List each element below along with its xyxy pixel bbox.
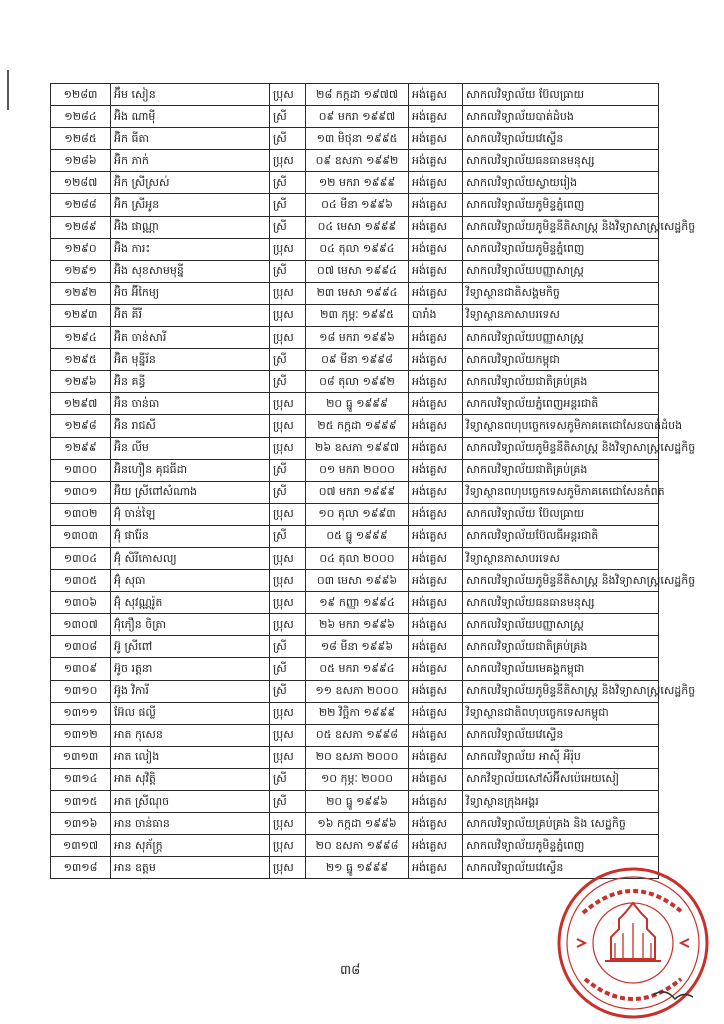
cell-type: អង់គ្លេស xyxy=(409,128,463,150)
cell-type: អង់គ្លេស xyxy=(409,415,463,437)
cell-type: អង់គ្លេស xyxy=(409,282,463,304)
cell-type: អង់គ្លេស xyxy=(409,570,463,592)
cell-no: ១៣១១ xyxy=(51,702,111,724)
cell-dob: ០៣ មេសា ១៩៩៦ xyxy=(306,570,409,592)
cell-name: អ៊ិត គីរី xyxy=(111,304,270,326)
cell-type: អង់គ្លេស xyxy=(409,813,463,835)
cell-school: សាកលវិទ្យាល័យធនធានមនុស្ស xyxy=(463,592,659,614)
cell-dob: ០៩ ឧសភា ១៩៩២ xyxy=(306,150,409,172)
official-seal-stamp xyxy=(553,863,713,1023)
student-table xyxy=(50,83,696,879)
cell-school: សាកលវិទ្យាល័យ ប៊ែលធ្រាយ xyxy=(463,503,659,525)
cell-type: អង់គ្លេស xyxy=(409,150,463,172)
cell-type: អង់គ្លេស xyxy=(409,459,463,481)
cell-no: ១៣០៦ xyxy=(51,592,111,614)
cell-sex: ប្រុស xyxy=(270,415,306,437)
cell-school: សាកលវិទ្យាល័យគ្រប់គ្រង និង សេដ្ឋកិច្ច xyxy=(463,813,659,835)
table-row xyxy=(51,835,659,857)
cell-name: អ៊ិយ ស្រីពៅសំណាង xyxy=(111,481,270,503)
table-row xyxy=(51,503,659,525)
cell-sex: ស្រី xyxy=(270,194,306,216)
cell-dob: ២០ ឧសភា ២០០០ xyxy=(306,746,409,768)
cell-dob: ២៣ កុម្ភៈ ១៩៩៥ xyxy=(306,304,409,326)
cell-name: អ៊ិន ចាន់ធា xyxy=(111,393,270,415)
cell-dob: ០៤ តុលា ១៩៩៤ xyxy=(306,238,409,260)
cell-type: អង់គ្លេស xyxy=(409,481,463,503)
cell-no: ១២៩៦ xyxy=(51,371,111,393)
cell-dob: ២៣ មេសា ១៩៩៤ xyxy=(306,282,409,304)
cell-name: អ៊ិន លីម xyxy=(111,437,270,459)
cell-type: អង់គ្លេស xyxy=(409,437,463,459)
cell-name: អ៊ុំភឿន ចិត្រា xyxy=(111,614,270,636)
table-row xyxy=(51,791,659,813)
cell-name: អ៊ិង ផាណ្ណា xyxy=(111,216,270,238)
cell-name: អ៊ូច រត្តនា xyxy=(111,658,270,680)
table-row xyxy=(51,349,659,371)
cell-dob: ១៣ មិថុនា ១៩៩៥ xyxy=(306,128,409,150)
cell-sex: ប្រុស xyxy=(270,702,306,724)
cell-type: អង់គ្លេស xyxy=(409,857,463,879)
table-row xyxy=(51,216,659,238)
cell-sex: ប្រុស xyxy=(270,84,306,106)
cell-school: សាកលវិទ្យាល័យកម្ពុជា xyxy=(463,349,659,371)
cell-type: អង់គ្លេស xyxy=(409,768,463,790)
cell-dob: ០៧ មេសា ១៩៩៤ xyxy=(306,260,409,282)
cell-sex: ប្រុស xyxy=(270,304,306,326)
cell-school: វិទ្យាស្ថានភាសាបរទេស xyxy=(463,304,659,326)
cell-dob: ០៤ មេសា ១៩៩៩ xyxy=(306,216,409,238)
cell-sex: ស្រី xyxy=(270,791,306,813)
cell-type: អង់គ្លេស xyxy=(409,614,463,636)
cell-type: អង់គ្លេស xyxy=(409,216,463,238)
cell-dob: ០៩ មីនា ១៩៩៨ xyxy=(306,349,409,371)
cell-sex: ស្រី xyxy=(270,128,306,150)
cell-school: សាកលវិទ្យាល័យជាតិគ្រប់គ្រង xyxy=(463,636,659,658)
cell-sex: ស្រី xyxy=(270,459,306,481)
cell-name: អ៊ិង ណាម៉ី xyxy=(111,106,270,128)
cell-dob: ០៥ ឧសភា ១៩៩៨ xyxy=(306,724,409,746)
cell-no: ១៣១៣ xyxy=(51,746,111,768)
cell-no: ១៣០៤ xyxy=(51,547,111,569)
cell-no: ១៣១៧ xyxy=(51,835,111,857)
table-row xyxy=(51,614,659,636)
cell-sex: ស្រី xyxy=(270,106,306,128)
cell-sex: ប្រុស xyxy=(270,503,306,525)
cell-school: សាកលវិទ្យាល័យធនធានមនុស្ស xyxy=(463,150,659,172)
cell-name: អាន ចាន់ធាន xyxy=(111,813,270,835)
cell-school: វិទ្យាស្ថានពហុបច្ចេកទេសភូមិភាគតេជោសែនកំពត xyxy=(463,481,659,503)
cell-no: ១២៩១ xyxy=(51,260,111,282)
table-row xyxy=(51,150,659,172)
cell-no: ១២៩៥ xyxy=(51,349,111,371)
cell-dob: ០៩ មករា ១៩៩៧ xyxy=(306,106,409,128)
cell-name: អាត កុសេន xyxy=(111,724,270,746)
cell-school: សាកលវិទ្យាល័យភូមិន្ទភ្នំពេញ xyxy=(463,194,659,216)
cell-school: សាកលវិទ្យាល័យបញ្ញាសាស្ត្រ xyxy=(463,260,659,282)
cell-no: ១២៩៧ xyxy=(51,393,111,415)
cell-name: អ៊ិន គន្ធី xyxy=(111,371,270,393)
cell-school: សាកលវិទ្យាល័យវេស្ទើន xyxy=(463,724,659,746)
cell-school: វិទ្យាស្ថានពហុបច្ចេកទេសភូមិភាគតេជោសែនបាត់ដំបង xyxy=(463,415,659,437)
table-row xyxy=(51,128,659,150)
cell-name: អ៊ិត មុន្នីរ័ន xyxy=(111,349,270,371)
table-row xyxy=(51,459,659,481)
cell-no: ១៣០៨ xyxy=(51,636,111,658)
cell-name: អ៊ិក ស្រីស្រស់ xyxy=(111,172,270,194)
cell-school: វិទ្យាស្ថានភាសាបរទេស xyxy=(463,547,659,569)
cell-dob: ២៦ ឧសភា ១៩៩៧ xyxy=(306,437,409,459)
cell-no: ១៣០២ xyxy=(51,503,111,525)
table-row xyxy=(51,327,659,349)
cell-type: អង់គ្លេស xyxy=(409,724,463,746)
cell-school: សាកលវិទ្យាល័យប៊ែលធីអន្តរជាតិ xyxy=(463,525,659,547)
cell-type: អង់គ្លេស xyxy=(409,503,463,525)
table-row xyxy=(51,304,659,326)
cell-school: សាកលវិទ្យាល័យភូមិន្ទនីតិសាស្ត្រ និងវិទ្យាសាស្ត្រសេដ្ឋកិច្ច xyxy=(463,680,659,702)
cell-sex: ប្រុស xyxy=(270,327,306,349)
cell-no: ១៣០១ xyxy=(51,481,111,503)
page-number: ៣៨ xyxy=(340,963,361,978)
table-row xyxy=(51,746,659,768)
cell-school: សាកលវិទ្យាល័យវេស្ទើន xyxy=(463,128,659,150)
cell-dob: ១០ តុលា ១៩៩៣ xyxy=(306,503,409,525)
cell-name: អាន សុភ័ក្ត្រ xyxy=(111,835,270,857)
cell-school: សាកលវិទ្យាល័យជាតិគ្រប់គ្រង xyxy=(463,371,659,393)
cell-sex: ស្រី xyxy=(270,525,306,547)
cell-no: ១៣១៤ xyxy=(51,768,111,790)
cell-no: ១៣១០ xyxy=(51,680,111,702)
cell-type: អង់គ្លេស xyxy=(409,791,463,813)
cell-name: អ៊ិនហឿន គុជធីដា xyxy=(111,459,270,481)
cell-sex: ប្រុស xyxy=(270,746,306,768)
cell-sex: ប្រុស xyxy=(270,547,306,569)
cell-sex: ស្រី xyxy=(270,658,306,680)
cell-type: អង់គ្លេស xyxy=(409,702,463,724)
table-row xyxy=(51,570,659,592)
cell-school: សាកលវិទ្យាល័យភូមិន្ទភ្នំពេញ xyxy=(463,238,659,260)
cell-no: ១៣០៣ xyxy=(51,525,111,547)
cell-dob: ២០ ធ្នូ ១៩៩៩ xyxy=(306,393,409,415)
cell-type: អង់គ្លេស xyxy=(409,636,463,658)
cell-name: អាន ឧត្តម xyxy=(111,857,270,879)
table-row xyxy=(51,437,659,459)
cell-sex: ស្រី xyxy=(270,371,306,393)
cell-name: អ៊ុំ សុធា xyxy=(111,570,270,592)
cell-name: អាត លៀង xyxy=(111,746,270,768)
cell-dob: ០៤ មីនា ១៩៩៦ xyxy=(306,194,409,216)
cell-sex: ប្រុស xyxy=(270,813,306,835)
cell-dob: ២០ ឧសភា ១៩៩៨ xyxy=(306,835,409,857)
table-row xyxy=(51,415,659,437)
cell-type: អង់គ្លេស xyxy=(409,658,463,680)
cell-no: ១២៩០ xyxy=(51,238,111,260)
table-row xyxy=(51,194,659,216)
cell-sex: ប្រុស xyxy=(270,238,306,260)
cell-name: អ៊ិច អ៊ីកៃម្យ xyxy=(111,282,270,304)
cell-school: សាកលវិទ្យាល័យបាត់ដំបង xyxy=(463,106,659,128)
cell-name: អ៊ិង ការះ xyxy=(111,238,270,260)
cell-no: ១២៨៨ xyxy=(51,194,111,216)
cell-school: សាកលវិទ្យាល័យជាតិគ្រប់គ្រង xyxy=(463,459,659,481)
cell-sex: ប្រុស xyxy=(270,857,306,879)
cell-name: អ៊ុំ ផារ៉ែន xyxy=(111,525,270,547)
table-row xyxy=(51,282,659,304)
cell-dob: ១៦ កក្កដា ១៩៩៦ xyxy=(306,813,409,835)
cell-school: សាកលវិទ្យាល័យភ្នំពេញអន្តរជាតិ xyxy=(463,393,659,415)
cell-name: អ៊ូ ស្រីពៅ xyxy=(111,636,270,658)
cell-name: អ៊ុំ ចាន់ឡៃ xyxy=(111,503,270,525)
cell-school: សាកលវិទ្យាល័យភូមិន្ទនីតិសាស្ត្រ និងវិទ្យាសាស្ត្រសេដ្ឋកិច្ច xyxy=(463,570,659,592)
cell-dob: ១៨ មីនា ១៩៩៦ xyxy=(306,636,409,658)
cell-sex: ប្រុស xyxy=(270,437,306,459)
cell-sex: ប្រុស xyxy=(270,282,306,304)
cell-sex: ប្រុស xyxy=(270,150,306,172)
cell-type: អង់គ្លេស xyxy=(409,260,463,282)
cell-school: សាកលវិទ្យាល័យស្វាយរៀង xyxy=(463,172,659,194)
cell-no: ១២៩៨ xyxy=(51,415,111,437)
cell-dob: ១២ មករា ១៩៩៩ xyxy=(306,172,409,194)
cell-no: ១២៩២ xyxy=(51,282,111,304)
cell-school: វិទ្យាស្ថានជាតិពហុបច្ចេកទេសកម្ពុជា xyxy=(463,702,659,724)
cell-dob: ១១ ឧសភា ២០០០ xyxy=(306,680,409,702)
cell-no: ១២៨៩ xyxy=(51,216,111,238)
cell-name: អ៊ិក ស្រីអូន xyxy=(111,194,270,216)
table-row xyxy=(51,260,659,282)
cell-name: អ៊ែល ផល្លី xyxy=(111,702,270,724)
cell-school: សាកលវិទ្យាល័យភូមិន្ទភ្នំពេញ xyxy=(463,835,659,857)
cell-school: សាកលវិទ្យាល័យភូមិន្ទនីតិសាស្ត្រ និងវិទ្យាសាស្ត្រសេដ្ឋកិច្ច xyxy=(463,216,659,238)
table-row xyxy=(51,238,659,260)
table-row xyxy=(51,525,659,547)
cell-type: អង់គ្លេស xyxy=(409,525,463,547)
cell-sex: ប្រុស xyxy=(270,592,306,614)
cell-sex: ប្រុស xyxy=(270,724,306,746)
cell-no: ១៣០០ xyxy=(51,459,111,481)
cell-dob: ០៤ តុលា ២០០០ xyxy=(306,547,409,569)
cell-school: សាកវិទ្យាល័យសៅស៍អ៊ីសប៉េអេយសៀ xyxy=(463,768,659,790)
cell-dob: ២៥ កក្កដា ១៩៩៩ xyxy=(306,415,409,437)
cell-dob: ១៨ មករា ១៩៩៦ xyxy=(306,327,409,349)
cell-sex: ស្រី xyxy=(270,636,306,658)
cell-name: អ៊ិង សុខសាមមុន្នី xyxy=(111,260,270,282)
table-row xyxy=(51,547,659,569)
table-row xyxy=(51,636,659,658)
table-row xyxy=(51,393,659,415)
cell-school: សាកលវិទ្យាល័យបញ្ញាសាស្ត្រ xyxy=(463,327,659,349)
cell-type: អង់គ្លេស xyxy=(409,349,463,371)
cell-school: សាកលវិទ្យាល័យបញ្ញាសាស្ត្រ xyxy=(463,614,659,636)
cell-school: សាកលវិទ្យាល័យវេស្ទើន xyxy=(463,857,659,879)
cell-sex: ប្រុស xyxy=(270,570,306,592)
cell-school: វិទ្យាស្ថានក្រុងអង្គរ xyxy=(463,791,659,813)
table-body xyxy=(51,84,696,879)
cell-sex: ប្រុស xyxy=(270,835,306,857)
cell-no: ១២៨៧ xyxy=(51,172,111,194)
table-row xyxy=(51,724,659,746)
cell-school: សាកលវិទ្យាល័យមេគង្គកម្ពុជា xyxy=(463,658,659,680)
cell-type: អង់គ្លេស xyxy=(409,371,463,393)
cell-type: អង់គ្លេស xyxy=(409,393,463,415)
cell-dob: ២២ វិច្ឆិកា ១៩៩៩ xyxy=(306,702,409,724)
cell-name: អ៊ុំ សុវណ្ណរ៉ូត xyxy=(111,592,270,614)
cell-no: ១៣១៨ xyxy=(51,857,111,879)
cell-type: អង់គ្លេស xyxy=(409,106,463,128)
cell-type: អង់គ្លេស xyxy=(409,172,463,194)
cell-sex: ស្រី xyxy=(270,481,306,503)
cell-type: អង់គ្លេស xyxy=(409,746,463,768)
cell-name: អាត សុវិត្តិ xyxy=(111,768,270,790)
cell-type: អង់គ្លេស xyxy=(409,835,463,857)
cell-name: អាត ស្រីណុច xyxy=(111,791,270,813)
table-row xyxy=(51,768,659,790)
cell-sex: ប្រុស xyxy=(270,614,306,636)
cell-name: អ៊ូង វិការី xyxy=(111,680,270,702)
cell-name: អ៊ិន រាជសី xyxy=(111,415,270,437)
cell-type: អង់គ្លេស xyxy=(409,592,463,614)
cell-no: ១២៨៣ xyxy=(51,84,111,106)
cell-no: ១២៨៥ xyxy=(51,128,111,150)
cell-dob: ០១ មករា ២០០០ xyxy=(306,459,409,481)
cell-name: អ៊ុំ សិរីកោសល្យ xyxy=(111,547,270,569)
table-row xyxy=(51,658,659,680)
cell-type: អង់គ្លេស xyxy=(409,194,463,216)
cell-name: អ៊ិត ចាន់សារី xyxy=(111,327,270,349)
cell-sex: ស្រី xyxy=(270,680,306,702)
cell-type: អង់គ្លេស xyxy=(409,327,463,349)
cell-no: ១៣១២ xyxy=(51,724,111,746)
cell-no: ១២៨៦ xyxy=(51,150,111,172)
cell-no: ១៣០៩ xyxy=(51,658,111,680)
cell-type: អង់គ្លេស xyxy=(409,680,463,702)
cell-sex: ស្រី xyxy=(270,172,306,194)
cell-type: អង់គ្លេស xyxy=(409,547,463,569)
cell-sex: ស្រី xyxy=(270,349,306,371)
table-row xyxy=(51,172,659,194)
cell-name: អ៊ិក ភាក់ xyxy=(111,150,270,172)
cell-type: អង់គ្លេស xyxy=(409,84,463,106)
table-row xyxy=(51,481,659,503)
cell-sex: ស្រី xyxy=(270,260,306,282)
cell-dob: ០៨ តុលា ១៩៩២ xyxy=(306,371,409,393)
cell-type: អង់គ្លេស xyxy=(409,238,463,260)
table-row xyxy=(51,106,659,128)
margin-mark xyxy=(7,70,9,110)
cell-no: ១២៩៣ xyxy=(51,304,111,326)
table-row xyxy=(51,592,659,614)
cell-no: ១៣១៦ xyxy=(51,813,111,835)
cell-sex: ប្រុស xyxy=(270,393,306,415)
table-row xyxy=(51,813,659,835)
cell-name: អ៊ឹម សៀន xyxy=(111,84,270,106)
cell-dob: ០៥ ធ្នូ ១៩៩៩ xyxy=(306,525,409,547)
table-row xyxy=(51,371,659,393)
cell-name: អ៊ិក ធីតា xyxy=(111,128,270,150)
cell-type: បារាំង xyxy=(409,304,463,326)
cell-no: ១៣០៧ xyxy=(51,614,111,636)
cell-dob: ០៥ មករា ១៩៩៤ xyxy=(306,658,409,680)
cell-school: វិទ្យាស្ថានជាតិសង្គមកិច្ច xyxy=(463,282,659,304)
cell-school: សាកលវិទ្យាល័យ ប៊ែលធ្រាយ xyxy=(463,84,659,106)
cell-dob: ១៩ កញ្ញា ១៩៩៤ xyxy=(306,592,409,614)
cell-school: សាកលវិទ្យាល័យភូមិន្ទនីតិសាស្ត្រ និងវិទ្យាសាស្ត្រសេដ្ឋកិច្ច xyxy=(463,437,659,459)
cell-dob: ២០ ធ្នូ ១៩៩៦ xyxy=(306,791,409,813)
cell-sex: ស្រី xyxy=(270,216,306,238)
cell-dob: ១០ កុម្ភៈ ២០០០ xyxy=(306,768,409,790)
cell-school: សាកលវិទ្យាល័យ អាស៊ី អឺរ៉ុប xyxy=(463,746,659,768)
cell-sex: ស្រី xyxy=(270,768,306,790)
cell-dob: ២៦ មករា ១៩៩៦ xyxy=(306,614,409,636)
cell-no: ១២៨៤ xyxy=(51,106,111,128)
cell-no: ១២៩៤ xyxy=(51,327,111,349)
table-row xyxy=(51,84,659,106)
cell-no: ១២៩៩ xyxy=(51,437,111,459)
cell-dob: ០៧ មករា ១៩៩៩ xyxy=(306,481,409,503)
cell-dob: ២១ ធ្នូ ១៩៩៩ xyxy=(306,857,409,879)
table-row xyxy=(51,680,659,702)
table-row xyxy=(51,702,659,724)
cell-no: ១៣១៥ xyxy=(51,791,111,813)
cell-no: ១៣០៥ xyxy=(51,570,111,592)
cell-dob: ២៨ កក្កដា ១៩៧៧ xyxy=(306,84,409,106)
